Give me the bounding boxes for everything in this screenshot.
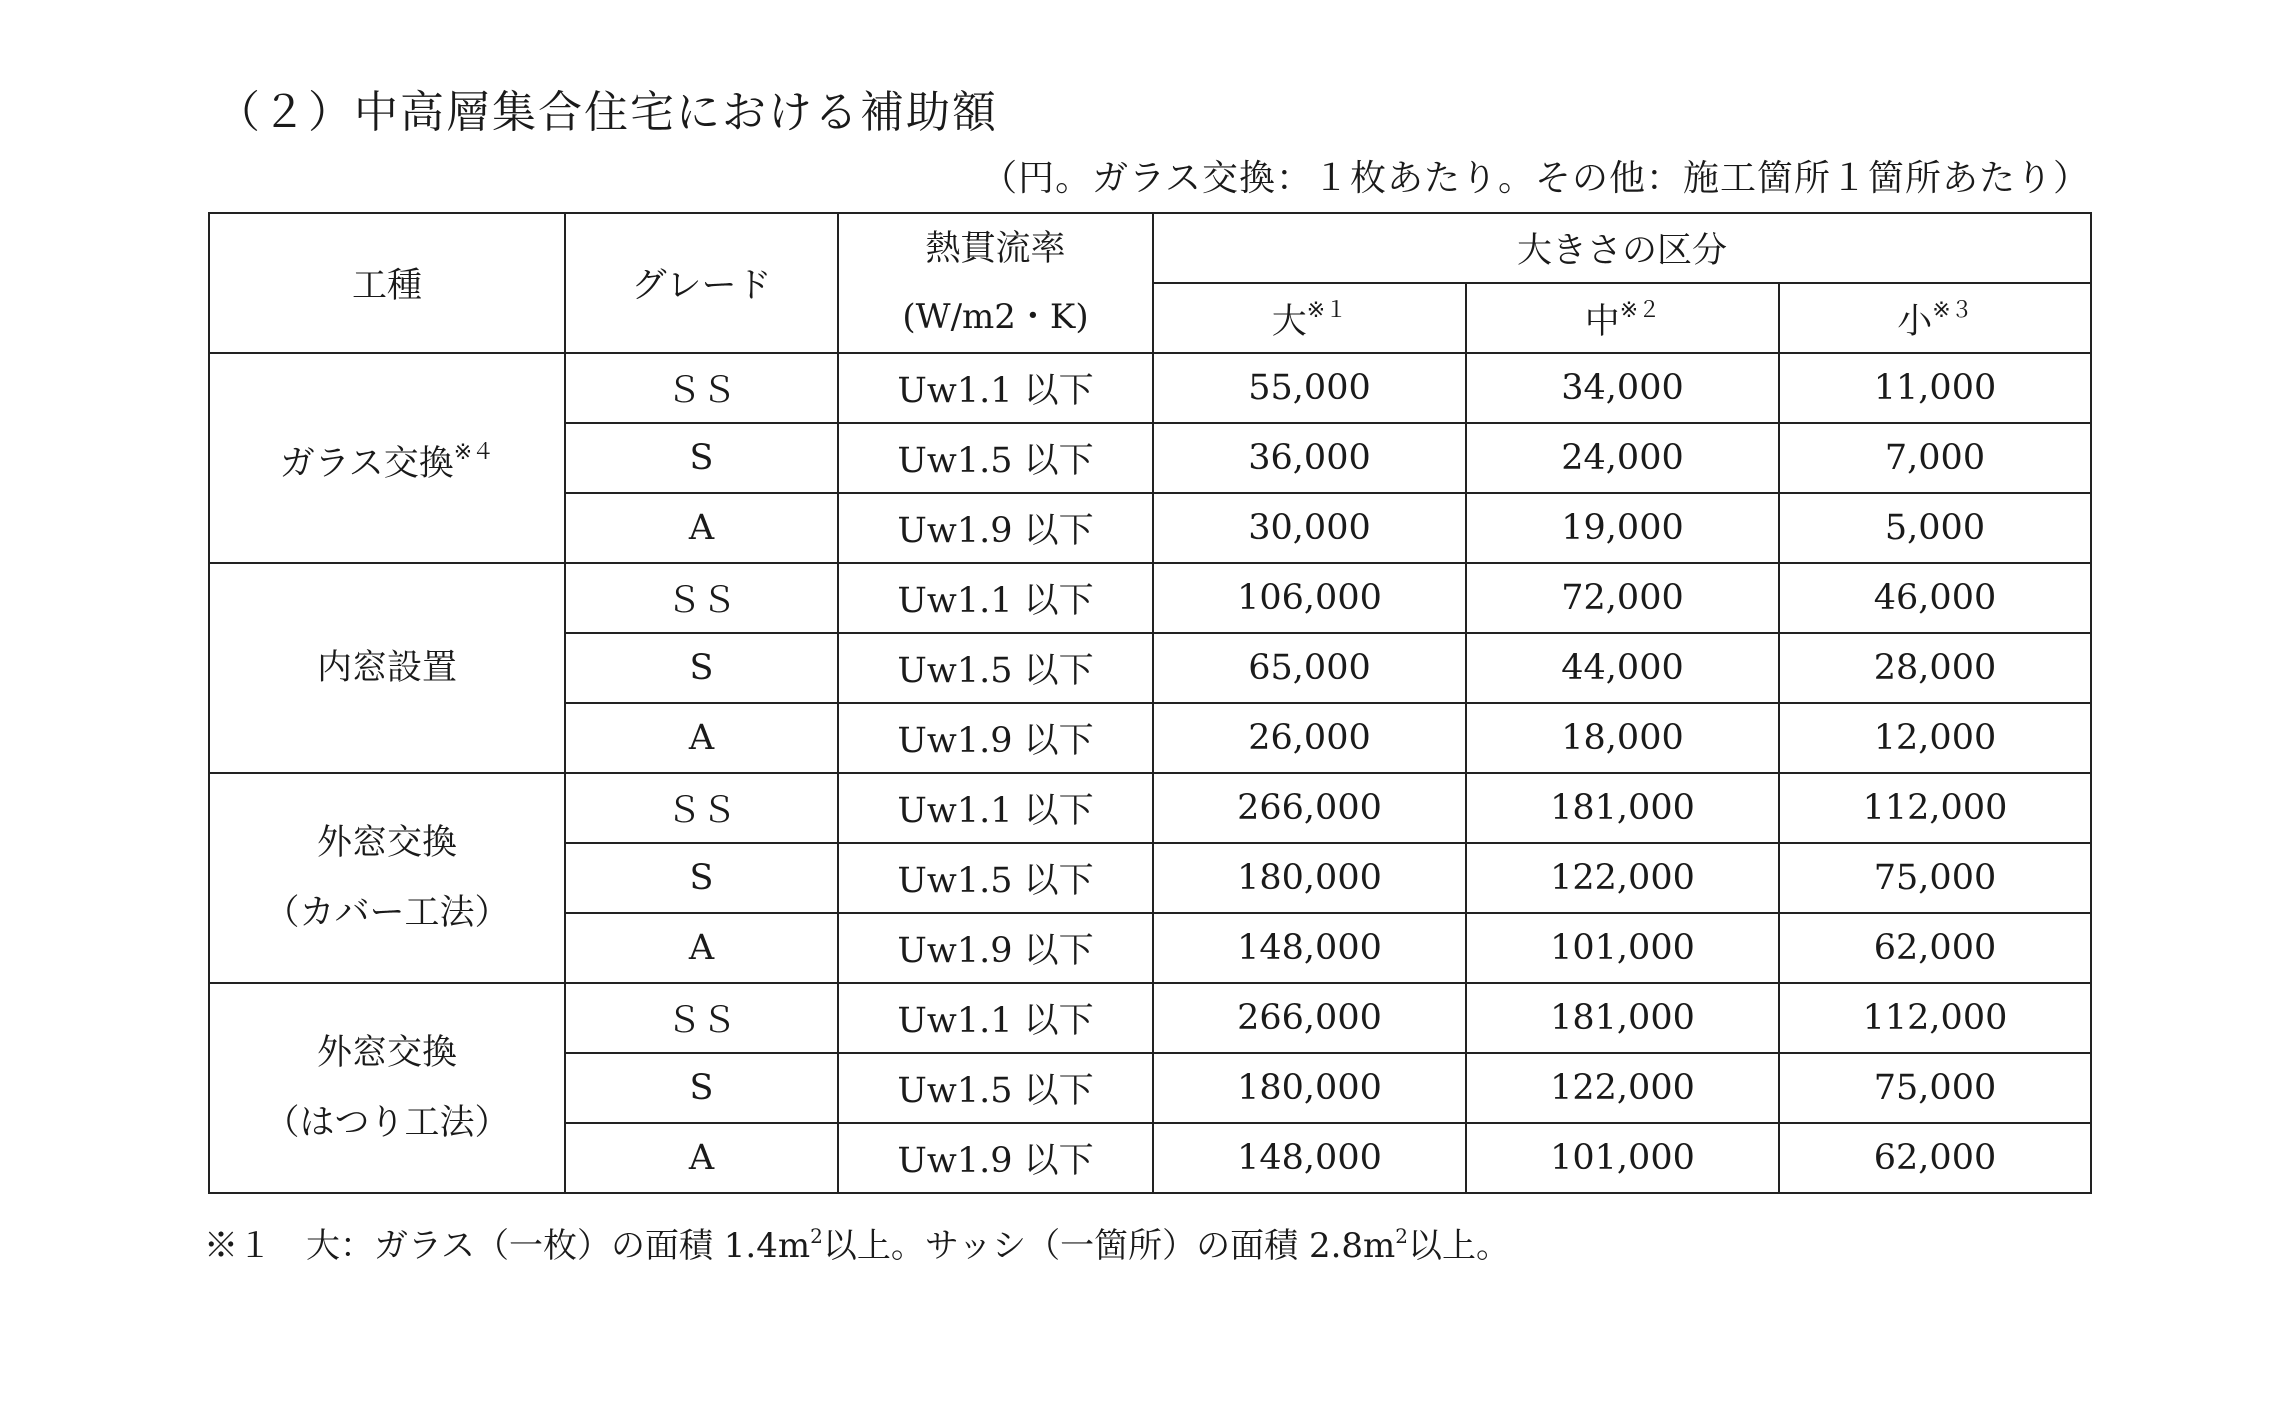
thermal-cell: Uw1.5 以下: [838, 1053, 1153, 1123]
grade-cell: S: [565, 633, 838, 703]
grade-cell: A: [565, 913, 838, 983]
medium-cell: 181,000: [1466, 773, 1779, 843]
grade-cell: A: [565, 1123, 838, 1193]
work-type-cell: [209, 983, 565, 1193]
thermal-cell: Uw1.1 以下: [838, 773, 1153, 843]
grade-cell: S: [565, 843, 838, 913]
medium-cell: 19,000: [1466, 493, 1779, 563]
header-size-small-note: ※３: [1932, 297, 1973, 323]
medium-cell: 24,000: [1466, 423, 1779, 493]
small-cell: 28,000: [1779, 633, 2091, 703]
work-type-cell: [209, 563, 565, 773]
footnote-part1: ※１ 大：ガラス（一枚）の面積 1.4m: [204, 1226, 811, 1266]
header-size-large: [1153, 283, 1466, 353]
medium-cell: 101,000: [1466, 913, 1779, 983]
grade-cell: ＳＳ: [565, 983, 838, 1053]
large-cell: 65,000: [1153, 633, 1466, 703]
small-cell: 62,000: [1779, 913, 2091, 983]
grade-cell: ＳＳ: [565, 773, 838, 843]
table-header: [209, 213, 2091, 353]
footnote-sup1: 2: [810, 1224, 823, 1248]
footnote: [204, 1218, 1510, 1267]
work-type-method: （カバー工法）: [264, 893, 510, 933]
small-cell: 5,000: [1779, 493, 2091, 563]
work-type-label: [210, 1018, 564, 1088]
small-cell: 7,000: [1779, 423, 2091, 493]
header-size-large-note: ※１: [1306, 297, 1348, 323]
header-size-small: [1779, 283, 2091, 353]
small-cell: 75,000: [1779, 1053, 2091, 1123]
work-type-name: 内窓設置: [316, 648, 457, 688]
medium-cell: 101,000: [1466, 1123, 1779, 1193]
header-thermal-label: 熱貫流率: [925, 229, 1066, 269]
header-size-small-label: 小: [1897, 301, 1933, 342]
header-grade: グレード: [565, 213, 838, 353]
table-row: [209, 983, 2091, 1053]
small-cell: 11,000: [1779, 353, 2091, 423]
subsidy-table: [208, 212, 2092, 1194]
large-cell: 148,000: [1153, 1123, 1466, 1193]
table-row: [209, 773, 2091, 843]
thermal-cell: Uw1.9 以下: [838, 1123, 1153, 1193]
medium-cell: 181,000: [1466, 983, 1779, 1053]
large-cell: 55,000: [1153, 353, 1466, 423]
header-thermal-unit: (W/m2・K): [902, 297, 1089, 337]
grade-cell: ＳＳ: [565, 353, 838, 423]
header-work-type: 工種: [209, 213, 565, 353]
header-size-medium: [1466, 283, 1779, 353]
header-size-large-label: 大: [1271, 301, 1307, 342]
thermal-cell: Uw1.1 以下: [838, 563, 1153, 633]
medium-cell: 72,000: [1466, 563, 1779, 633]
footnote-part3: 以上。: [1408, 1226, 1511, 1266]
medium-cell: 34,000: [1466, 353, 1779, 423]
large-cell: 180,000: [1153, 843, 1466, 913]
grade-cell: S: [565, 423, 838, 493]
medium-cell: 122,000: [1466, 1053, 1779, 1123]
footnote-part2: 以上。サッシ（一箇所）の面積 2.8m: [822, 1226, 1396, 1266]
work-type-name: 外窓交換: [316, 823, 457, 863]
thermal-cell: Uw1.5 以下: [838, 843, 1153, 913]
medium-cell: 122,000: [1466, 843, 1779, 913]
thermal-cell: Uw1.5 以下: [838, 633, 1153, 703]
header-size-medium-note: ※２: [1619, 297, 1661, 323]
large-cell: 266,000: [1153, 983, 1466, 1053]
thermal-cell: Uw1.9 以下: [838, 703, 1153, 773]
table-row: [209, 563, 2091, 633]
work-type-name: ガラス交換: [279, 443, 454, 484]
grade-cell: S: [565, 1053, 838, 1123]
large-cell: 30,000: [1153, 493, 1466, 563]
grade-cell: ＳＳ: [565, 563, 838, 633]
footnote-sup2: 2: [1395, 1224, 1409, 1248]
large-cell: 148,000: [1153, 913, 1466, 983]
small-cell: 112,000: [1779, 983, 2091, 1053]
page-title: （２）中高層集合住宅における補助額: [216, 87, 998, 138]
work-type-method: （はつり工法）: [264, 1103, 510, 1143]
small-cell: 112,000: [1779, 773, 2091, 843]
medium-cell: 18,000: [1466, 703, 1779, 773]
small-cell: 75,000: [1779, 843, 2091, 913]
work-type-cell: [209, 773, 565, 983]
unit-note: （円。ガラス交換：１枚あたり。その他：施工箇所１箇所あたり）: [981, 158, 2090, 199]
large-cell: 36,000: [1153, 423, 1466, 493]
work-type-label: [210, 418, 564, 499]
work-type-note: ※４: [453, 439, 495, 465]
large-cell: 106,000: [1153, 563, 1466, 633]
header-size-medium-label: 中: [1584, 301, 1620, 342]
thermal-cell: Uw1.1 以下: [838, 353, 1153, 423]
thermal-cell: Uw1.5 以下: [838, 423, 1153, 493]
header-size-group: 大きさの区分: [1153, 213, 2091, 283]
grade-cell: A: [565, 703, 838, 773]
work-type-name: 外窓交換: [316, 1033, 457, 1073]
header-thermal: [838, 213, 1153, 353]
work-type-cell: [209, 353, 565, 563]
work-type-label: [210, 633, 564, 703]
medium-cell: 44,000: [1466, 633, 1779, 703]
small-cell: 12,000: [1779, 703, 2091, 773]
large-cell: 26,000: [1153, 703, 1466, 773]
thermal-cell: Uw1.9 以下: [838, 913, 1153, 983]
small-cell: 46,000: [1779, 563, 2091, 633]
thermal-cell: Uw1.1 以下: [838, 983, 1153, 1053]
table-row: [209, 353, 2091, 423]
table-body: [209, 353, 2091, 1193]
work-type-label: [210, 808, 564, 878]
grade-cell: A: [565, 493, 838, 563]
thermal-cell: Uw1.9 以下: [838, 493, 1153, 563]
large-cell: 180,000: [1153, 1053, 1466, 1123]
large-cell: 266,000: [1153, 773, 1466, 843]
small-cell: 62,000: [1779, 1123, 2091, 1193]
